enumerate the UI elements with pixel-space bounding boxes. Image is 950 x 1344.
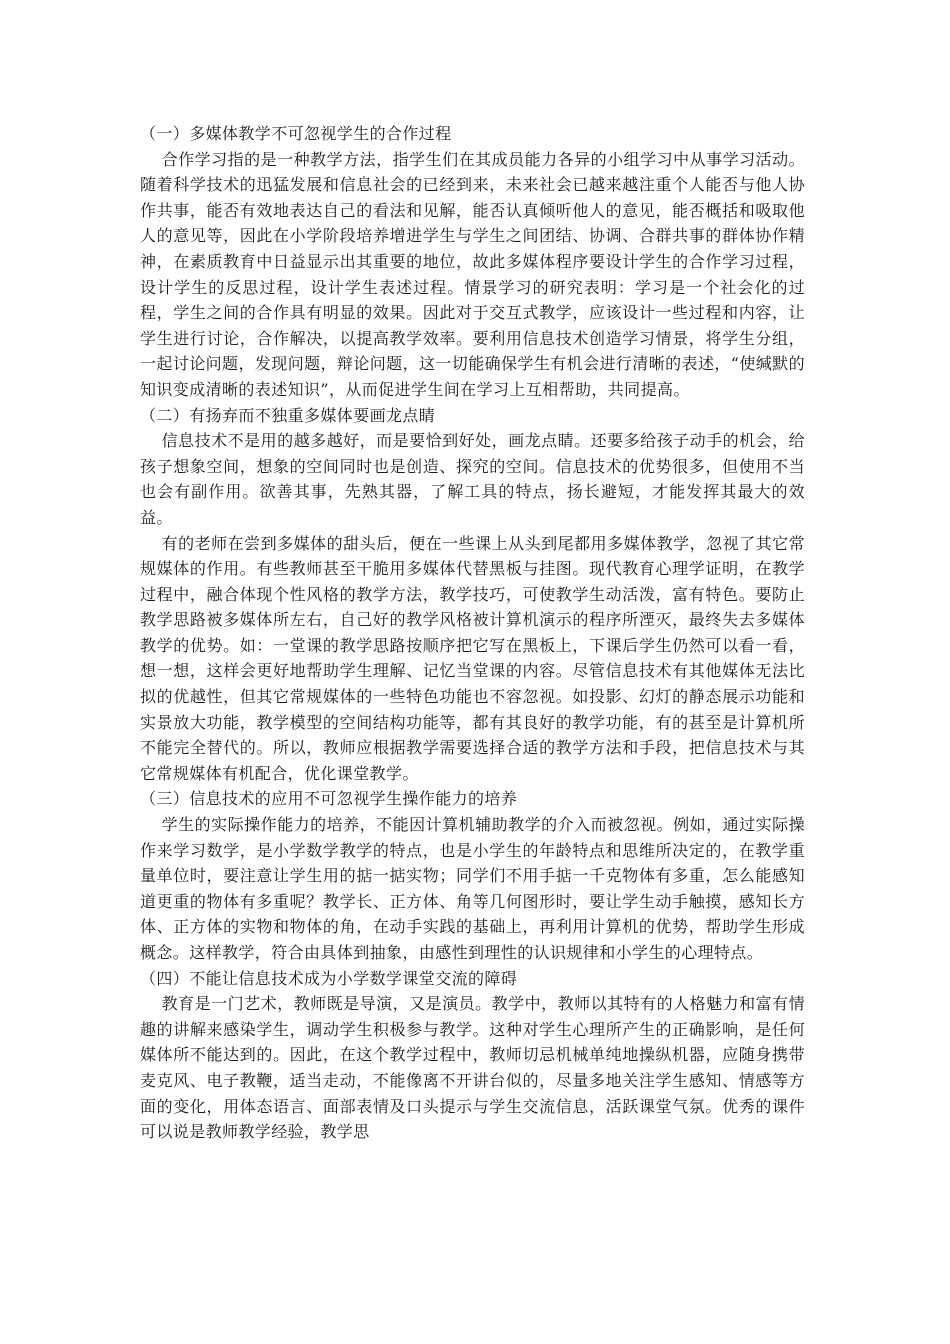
document-body <box>140 121 805 1145</box>
section-3-paragraph-1: 学生的实际操作能力的培养，不能因计算机辅助教学的介入而被忽视。例如，通过实际操作来学习数学，是小学数学教学的特点，也是小学生的年龄特点和思维所决定的，在教学重量单位时，要注意让学生用的掂一掂实物；同学们不用手掂一千克物体有多重，怎么能感知道更重的物体有多重呢？教学长、正方体、角等几何图形时，要让学生动手触摸，感知长方体、正方体的实物和物体的角，在动手实践的基础上，再利用计算机的优势，帮助学生形成概念。这样教学，符合由具体到抽象，由感性到理性的认识规律和小学生的心理特点。 <box>140 815 805 962</box>
section-heading-3: （三）信息技术的应用不可忽视学生操作能力的培养 <box>140 789 518 809</box>
section-heading-2: （二）有扬弃而不独重多媒体要画龙点睛 <box>140 405 436 425</box>
section-heading-4: （四）不能让信息技术成为小学数学课堂交流的障碍 <box>140 968 518 988</box>
section-1-paragraph-1: 合作学习指的是一种教学方法，指学生们在其成员能力各异的小组学习中从事学习活动。随着科学技术的迅猛发展和信息社会的已经到来，未来社会已越来越注重个人能否与他人协作共事，能否有效地表达自己的看法和见解，能否认真倾听他人的意见，能否概括和吸取他人的意见等，因此在小学阶段培养增进学生与学生之间团结、协调、合群共事的群体协作精神，在素质教育中日益显示出其重要的地位，故此多媒体程序要设计学生的合作学习过程，设计学生的反思过程，设计学生表述过程。情景学习的研究表明：学习是一个社会化的过程，学生之间的合作具有明显的效果。因此对于交互式教学，应该设计一些过程和内容，让学生进行讨论，合作解决，以提高教学效率。要利用信息技术创造学习情景，将学生分组，一起讨论问题，发现问题，辩论问题，这一切能确保学生有机会进行清晰的表述，“使缄默的知识变成清晰的表述知识”，从而促进学生间在学习上互相帮助，共同提高。 <box>140 149 805 399</box>
section-4-paragraph-1: 教育是一门艺术，教师既是导演，又是演员。教学中，教师以其特有的人格魅力和富有情趣的讲解来感染学生，调动学生积极参与教学。这种对学生心理所产生的正确影响，是任何媒体所不能达到的。因此，在这个教学过程中，教师切忌机械单纯地操纵机器，应随身携带麦克风、电子教鞭，适当走动，不能像离不开讲台似的，尽量多地关注学生感知、情感等方面的变化，用体态语言、面部表情及口头提示与学生交流信息，活跃课堂气氛。优秀的课件可以说是教师教学经验，教学思 <box>140 994 805 1142</box>
section-2-paragraph-2: 有的老师在尝到多媒体的甜头后，便在一些课上从头到尾都用多媒体教学，忽视了其它常规媒体的作用。有些教师甚至干脆用多媒体代替黑板与挂图。现代教育心理学证明，在教学过程中，融合体现个性风格的教学方法，教学技巧，可使教学生动活泼，富有特色。要防止教学思路被多媒体所左右，自己好的教学风格被计算机演示的程序所湮灭，最终失去多媒体教学的优势。如：一堂课的教学思路按顺序把它写在黑板上，下课后学生仍然可以看一看，想一想，这样会更好地帮助学生理解、记忆当堂课的内容。尽管信息技术有其他媒体无法比拟的优越性，但其它常规媒体的一些特色功能也不容忽视。如投影、幻灯的静态展示功能和实景放大功能，教学模型的空间结构功能等，都有其良好的教学功能，有的甚至是计算机所不能完全替代的。所以，教师应根据教学需要选择合适的教学方法和手段，把信息技术与其它常规媒体有机配合，优化课堂教学。 <box>140 533 805 783</box>
section-2-paragraph-1: 信息技术不是用的越多越好，而是要恰到好处，画龙点睛。还要多给孩子动手的机会，给孩子想象空间，想象的空间同时也是创造、探究的空间。信息技术的优势很多，但使用不当也会有副作用。欲善其事，先熟其器，了解工具的特点，扬长避短，才能发挥其最大的效益。 <box>140 431 805 527</box>
section-heading-1: （一）多媒体教学不可忽视学生的合作过程 <box>140 124 452 143</box>
